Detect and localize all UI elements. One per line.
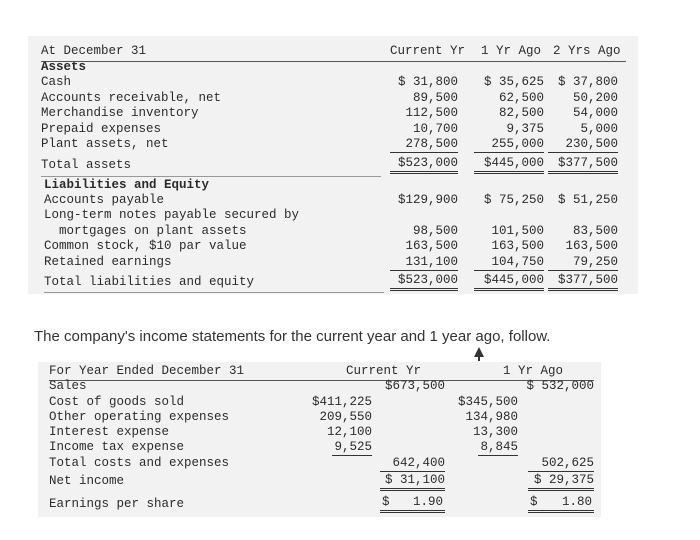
is-sales-cur: $673,500 <box>384 379 445 393</box>
is-interest-cur: 12,100 <box>326 425 372 439</box>
row-total-le-1yr: $445,000 <box>474 273 544 291</box>
is-opex-prev: 134,980 <box>465 410 518 424</box>
row-re-cur: 131,100 <box>390 255 458 271</box>
is-interest-prev: 13,300 <box>472 425 518 439</box>
row-ar-cur: 89,500 <box>412 91 458 105</box>
is-eps-label: Earnings per share <box>49 497 185 511</box>
row-ap-2yr: $ 51,250 <box>557 193 618 207</box>
is-cogs-label: Cost of goods sold <box>49 395 185 409</box>
row-cash-1yr: $ 35,625 <box>483 75 544 89</box>
row-plant-2yr: 230,500 <box>548 137 618 153</box>
row-plant-label: Plant assets, net <box>41 137 169 151</box>
row-common-2yr: 163,500 <box>565 239 618 253</box>
row-mortgage-label: mortgages on plant assets <box>44 224 247 238</box>
is-eps-cur-symbol: $ <box>382 495 390 509</box>
is-eps-cur: 1.90 <box>412 495 443 509</box>
row-ar-2yr: 50,200 <box>572 91 618 105</box>
row-inv-1yr: 82,500 <box>498 106 544 120</box>
row-total-assets-label: Total assets <box>41 158 132 172</box>
bs-col-2yr: 2 Yrs Ago <box>553 44 621 58</box>
assets-divider <box>41 176 381 177</box>
row-common-1yr: 163,500 <box>491 239 544 253</box>
row-total-le-cur: $523,000 <box>390 273 458 291</box>
is-tax-prev: 8,845 <box>478 440 518 456</box>
is-tax-label: Income tax expense <box>49 440 185 454</box>
row-prepaid-1yr: 9,375 <box>506 122 544 136</box>
bs-header-rule <box>41 61 626 62</box>
row-prepaid-label: Prepaid expenses <box>41 122 162 136</box>
row-re-1yr: 104,750 <box>474 255 544 271</box>
row-prepaid-cur: 10,700 <box>412 122 458 136</box>
is-header-label: For Year Ended December 31 <box>49 364 245 378</box>
row-ar-1yr: 62,500 <box>498 91 544 105</box>
assets-heading: Assets <box>41 60 87 74</box>
row-total-assets-1yr: $445,000 <box>474 156 544 174</box>
row-ar-label: Accounts receivable, net <box>41 91 222 105</box>
row-inv-cur: 112,500 <box>405 106 458 120</box>
is-total-label: Total costs and expenses <box>49 456 230 470</box>
is-header-rule <box>49 380 594 381</box>
is-sales-prev: $ 532,000 <box>526 379 594 393</box>
income-intro-text: The company's income statements for the current year and 1 year ago, follow. <box>34 328 551 345</box>
bs-col-1yr: 1 Yr Ago <box>481 44 542 58</box>
row-cash-label: Cash <box>41 75 72 89</box>
is-tax-cur: 9,525 <box>332 440 372 456</box>
row-re-2yr: 79,250 <box>548 255 618 271</box>
row-mortgage-2yr: 83,500 <box>572 224 618 238</box>
bs-header-label: At December 31 <box>41 44 147 58</box>
row-ap-label: Accounts payable <box>44 193 165 207</box>
bs-col-current: Current Yr <box>390 44 466 58</box>
is-net-label: Net income <box>49 474 125 488</box>
is-eps-prev-symbol: $ <box>530 495 538 509</box>
is-col-current: Current Yr <box>346 364 422 378</box>
is-net-cur: $ 31,100 <box>380 473 445 491</box>
is-cogs-prev: $345,500 <box>457 395 518 409</box>
is-sales-label: Sales <box>49 379 87 393</box>
row-mortgage-cur: 98,500 <box>412 224 458 238</box>
is-opex-cur: 209,550 <box>319 410 372 424</box>
mouse-cursor-icon <box>474 347 484 357</box>
row-ap-cur: $129,900 <box>397 193 458 207</box>
row-cash-2yr: $ 37,800 <box>557 75 618 89</box>
row-common-label: Common stock, $10 par value <box>44 239 247 253</box>
is-interest-label: Interest expense <box>49 425 170 439</box>
row-inv-2yr: 54,000 <box>572 106 618 120</box>
is-opex-label: Other operating expenses <box>49 410 230 424</box>
liabilities-divider <box>44 292 384 293</box>
row-ltnp-label: Long-term notes payable secured by <box>44 208 300 222</box>
row-total-assets-cur: $523,000 <box>390 156 458 174</box>
row-common-cur: 163,500 <box>405 239 458 253</box>
row-total-assets-2yr: $377,500 <box>548 156 618 174</box>
row-re-label: Retained earnings <box>44 255 172 269</box>
liabilities-heading: Liabilities and Equity <box>44 178 210 192</box>
is-total-cur: 642,400 <box>380 456 445 472</box>
row-total-le-2yr: $377,500 <box>548 273 618 291</box>
is-eps-prev: 1.80 <box>561 495 592 509</box>
row-prepaid-2yr: 5,000 <box>580 122 618 136</box>
row-plant-1yr: 255,000 <box>474 137 544 153</box>
row-cash-cur: $ 31,800 <box>397 75 458 89</box>
row-mortgage-1yr: 101,500 <box>491 224 544 238</box>
row-inv-label: Merchandise inventory <box>41 106 199 120</box>
row-total-le-label: Total liabilities and equity <box>44 275 255 289</box>
is-cogs-cur: $411,225 <box>311 395 372 409</box>
row-plant-cur: 278,500 <box>390 137 458 153</box>
is-col-1yr: 1 Yr Ago <box>503 364 564 378</box>
row-ap-1yr: $ 75,250 <box>483 193 544 207</box>
is-net-prev: $ 29,375 <box>528 473 594 491</box>
is-total-prev: 502,625 <box>528 456 594 472</box>
